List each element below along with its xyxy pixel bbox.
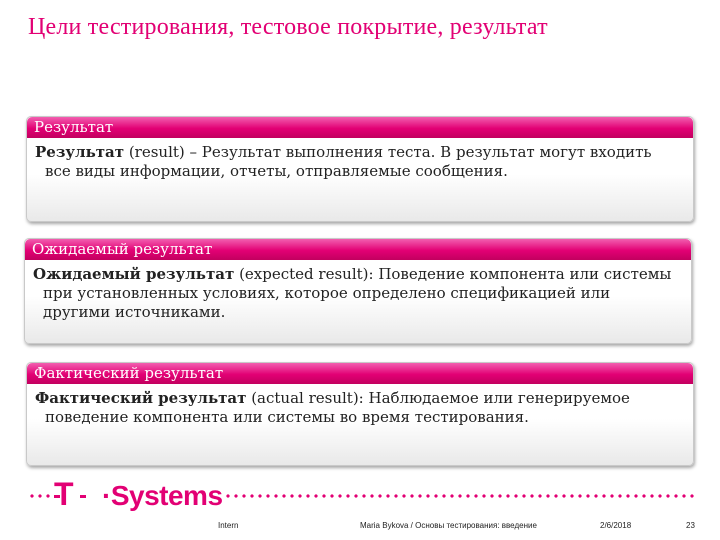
expected-result-line-2: при установленных условиях, которое определено спецификацией или [43, 284, 611, 302]
expected-result-header: Ожидаемый результат [25, 239, 691, 260]
logo-dots-left [28, 494, 52, 498]
page-title: Цели тестирования, тестовое покрытие, результат [28, 14, 548, 40]
actual-result-line-1: (actual result): Наблюдаемое или генерируемое [246, 389, 630, 407]
t-systems-logo [28, 478, 694, 514]
result-line-2: все виды информации, отчеты, отправляемые сообщения. [45, 162, 508, 180]
footer-classification: Intern [218, 521, 239, 530]
actual-result-line-2: поведение компонента или системы во время тестирования. [45, 408, 529, 426]
footer-page-number: 23 [686, 521, 695, 530]
result-header: Результат [27, 117, 693, 138]
expected-result-term: Ожидаемый результат [33, 265, 235, 283]
logo-dots-right [224, 494, 694, 498]
expected-result-box [24, 238, 692, 344]
result-line-1: (result) – Результат выполнения теста. В результат могут входить [124, 143, 652, 161]
result-term: Результат [35, 143, 125, 161]
expected-result-line-1: (expected result): Поведение компонента или системы [234, 265, 672, 283]
expected-result-line-3: другими источниками. [43, 303, 226, 321]
footer-date: 2/6/2018 [600, 521, 632, 530]
actual-result-box [26, 362, 694, 466]
logo-dash-right [80, 495, 86, 498]
logo-wordmark: ·Systems [102, 480, 223, 511]
result-definition [27, 138, 693, 181]
actual-result-definition [27, 384, 693, 427]
actual-result-header: Фактический результат [27, 363, 693, 384]
actual-result-term: Фактический результат [35, 389, 247, 407]
expected-result-definition [25, 260, 691, 322]
footer-author-topic: Maria Bykova / Основы тестирования: введение [360, 521, 537, 530]
result-box [26, 116, 694, 222]
t-mark-icon: T [54, 476, 74, 512]
